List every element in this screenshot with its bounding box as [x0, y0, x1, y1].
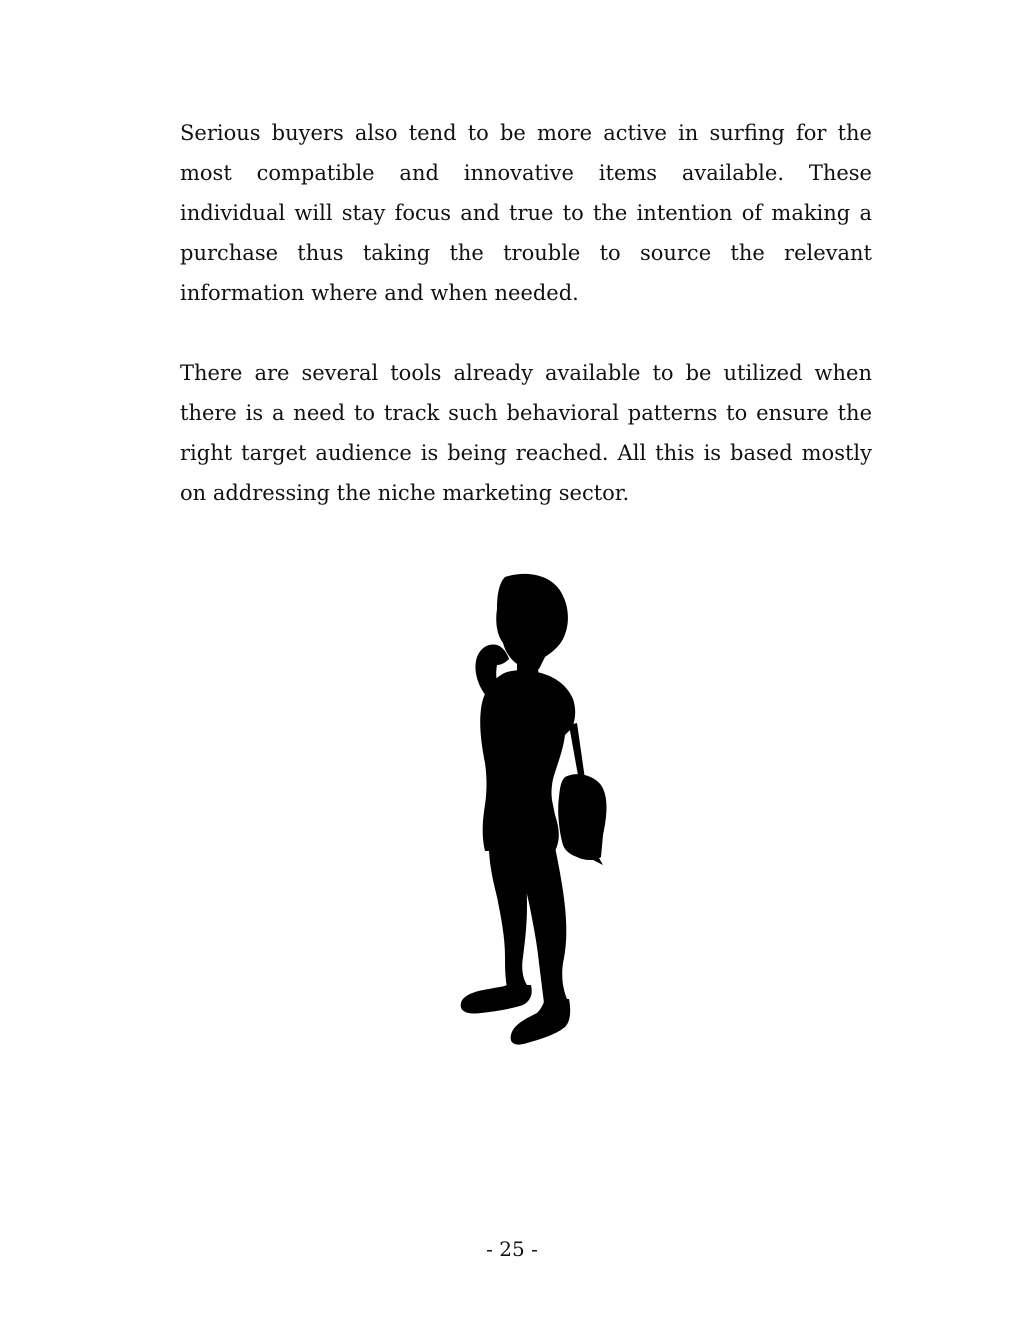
woman-silhouette-illustration: [405, 565, 625, 1070]
paragraph-1: Serious buyers also tend to be more active in surfing for the most compatible and innovative items available. These individual will stay focus and true to the intention of making a purchase thus taking the trouble to source the relevant information where and when needed.: [180, 121, 872, 305]
body-text: [180, 113, 872, 513]
paragraph-2: There are several tools already available to be utilized when there is a need to track such behavioral patterns to ensure the right target audience is being reached. All this is based mostly on addressing the niche marketing sector.: [180, 361, 872, 505]
woman-silhouette-icon: [405, 565, 625, 1070]
page-number: - 25 -: [486, 1237, 538, 1261]
